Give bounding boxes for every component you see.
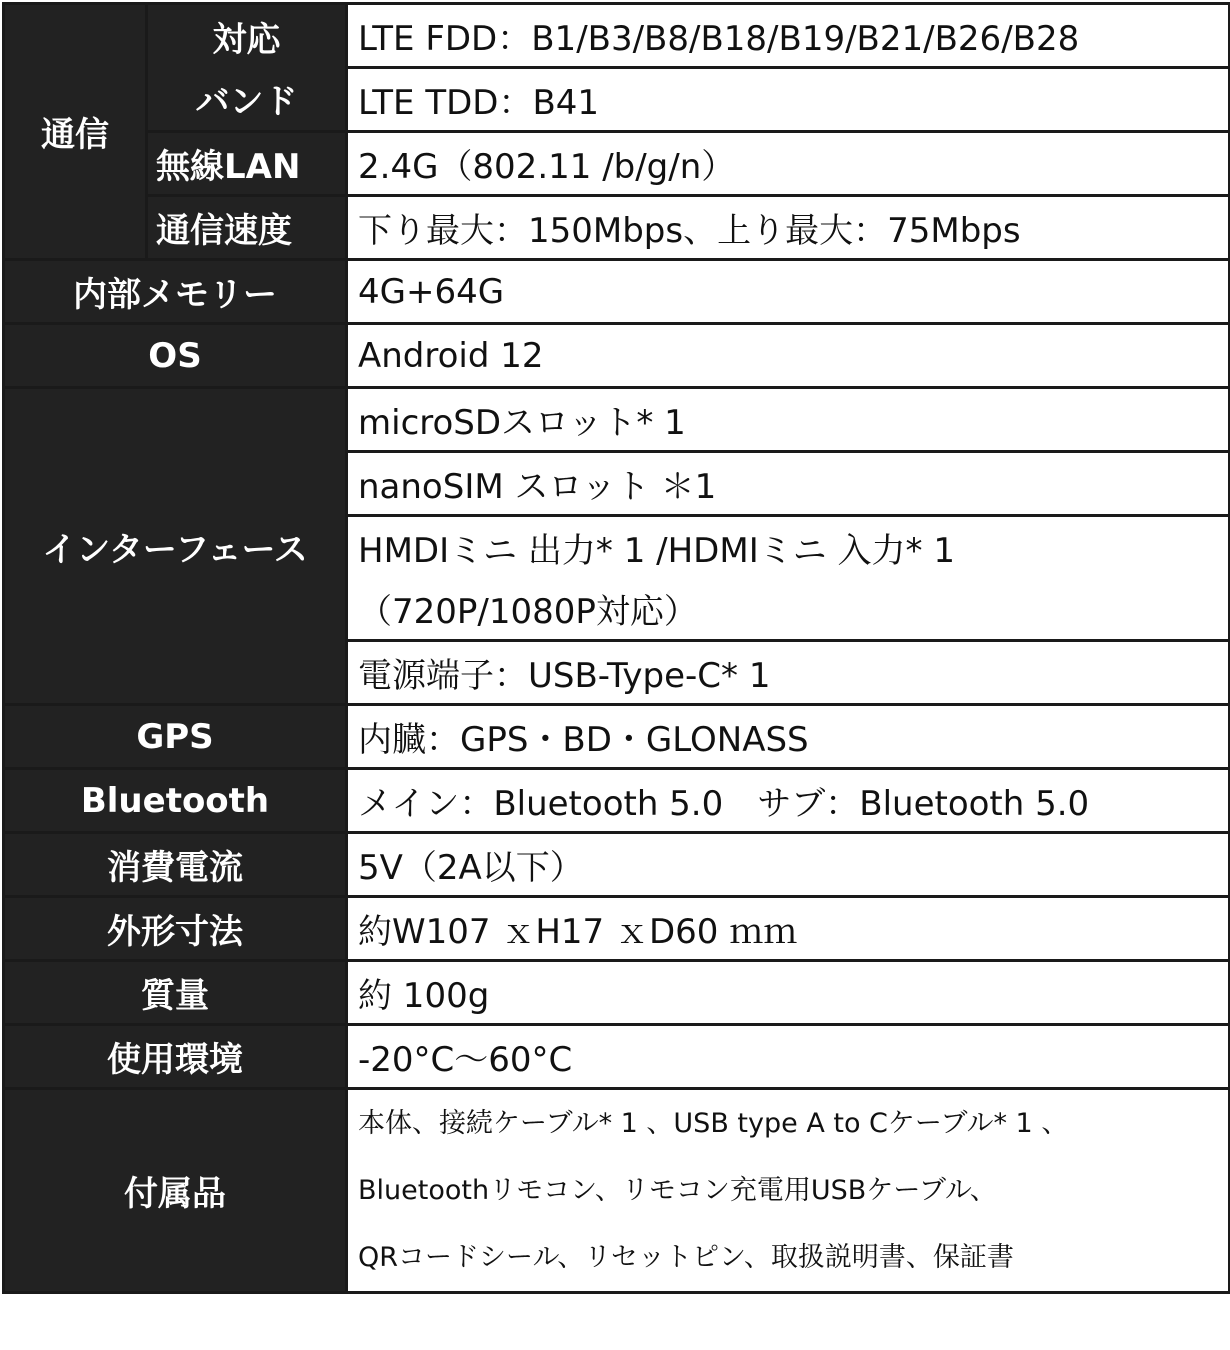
size-label: 外形寸法 [4,897,347,961]
wlan-label: 無線LAN [147,132,347,196]
interface-item-2: nanoSIM スロット ＊1 [347,452,1230,516]
row-env [4,1025,1230,1089]
gps-label: GPS [4,705,347,769]
accessories-line-3: QRコードシール、リセットピン、取扱説明書、保証書 [358,1242,1014,1273]
speed-value: 下り最大：150Mbps、上り最大：75Mbps [347,196,1230,260]
row-interface-1 [4,388,1230,452]
band-label-line1: 対応 [147,4,347,68]
band-fdd-value: LTE FDD：B1/B3/B8/B18/B19/B21/B26/B28 [347,4,1230,68]
row-wlan [4,132,1230,196]
accessories-line-1: 本体、接続ケーブル* 1 、USB type A to Cケーブル* 1 、 [358,1108,1069,1139]
speed-label: 通信速度 [147,196,347,260]
spec-table [2,2,1230,1294]
band-label-line2: バンド [147,68,347,132]
env-label: 使用環境 [4,1025,347,1089]
gps-value: 内臓：GPS・BD・GLONASS [347,705,1230,769]
interface-item-1: microSDスロット* 1 [347,388,1230,452]
row-size [4,897,1230,961]
band-tdd-value: LTE TDD：B41 [347,68,1230,132]
memory-value: 4G+64G [347,260,1230,324]
interface-item-5: 電源端子：USB-Type-C* 1 [347,641,1230,705]
accessories-label: 付属品 [4,1089,347,1293]
interface-item-4: （720P/1080P対応） [347,578,1230,641]
row-memory [4,260,1230,324]
row-band-fdd [4,4,1230,68]
accessories-line-2: Bluetoothリモコン、リモコン充電用USBケーブル、 [358,1175,997,1206]
os-value: Android 12 [347,324,1230,388]
memory-label: 内部メモリー [4,260,347,324]
row-weight [4,961,1230,1025]
os-label: OS [4,324,347,388]
row-power [4,833,1230,897]
row-bluetooth [4,769,1230,833]
weight-label: 質量 [4,961,347,1025]
interface-item-3: HMDIミニ 出力* 1 /HDMIミニ 入力* 1 [347,516,1230,579]
row-band-tdd [4,68,1230,132]
comm-label: 通信 [4,4,147,260]
bluetooth-label: Bluetooth [4,769,347,833]
interface-label: インターフェース [4,388,347,705]
row-accessories [4,1089,1230,1293]
bluetooth-value: メイン：Bluetooth 5.0 サブ：Bluetooth 5.0 [347,769,1230,833]
power-label: 消費電流 [4,833,347,897]
power-value: 5V（2A以下） [347,833,1230,897]
env-value: -20°C〜60°C [347,1025,1230,1089]
row-speed [4,196,1230,260]
size-value: 約W107 ｘH17 ｘD60 ｍｍ [347,897,1230,961]
wlan-value: 2.4G（802.11 /b/g/n） [347,132,1230,196]
accessories-value [347,1089,1230,1293]
row-os [4,324,1230,388]
weight-value: 約 100g [347,961,1230,1025]
row-gps [4,705,1230,769]
